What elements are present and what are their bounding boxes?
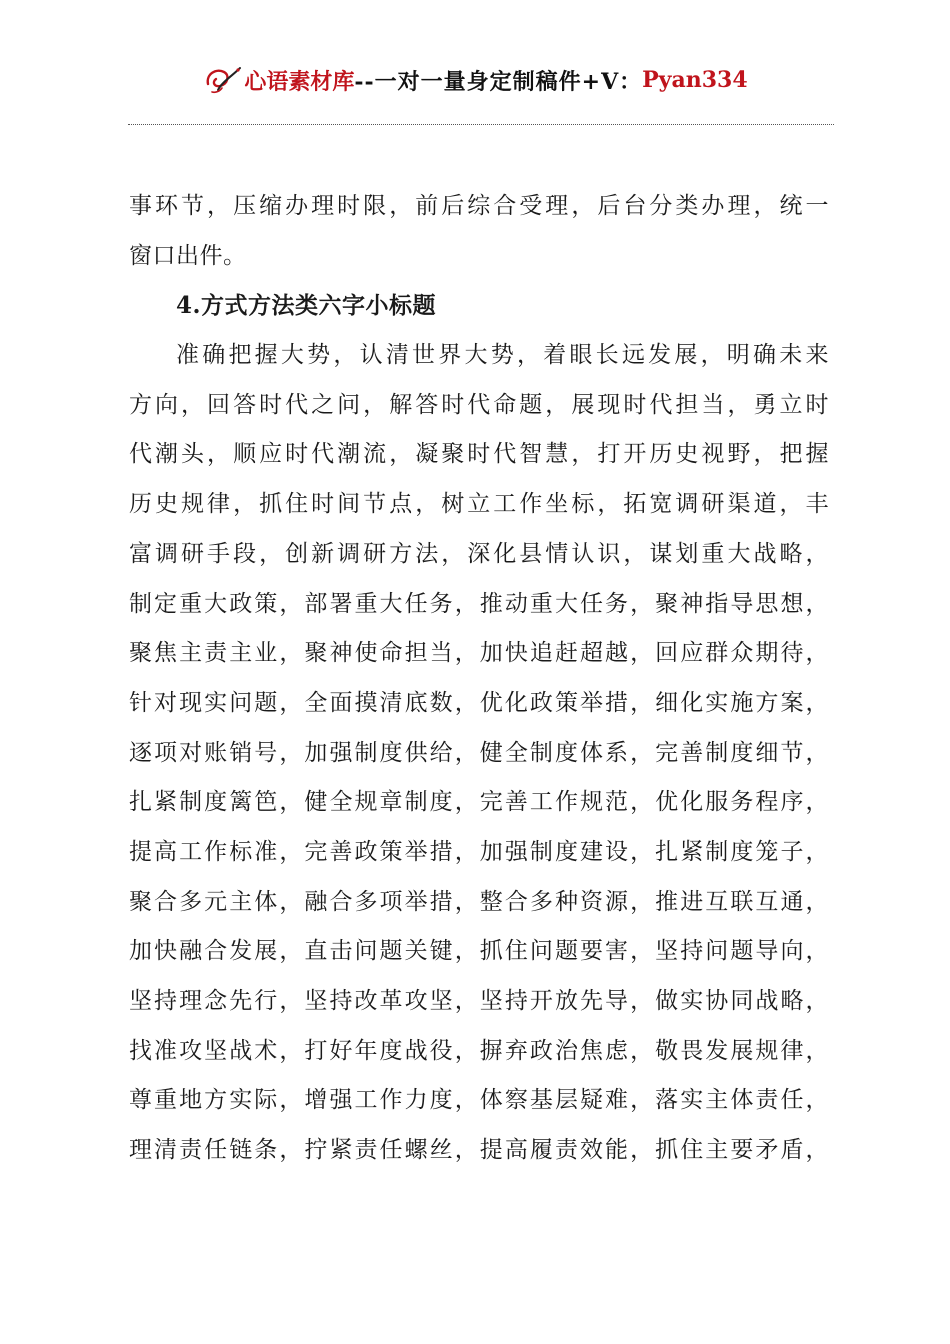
document-body xyxy=(129,182,829,1176)
paragraph-line: 准确把握大势，认清世界大势，着眼长远发展，明确未来 xyxy=(176,342,829,369)
page-header xyxy=(0,58,950,102)
paragraph-line: 聚合多元主体，融合多项举措，整合多种资源，推进互联互通， xyxy=(129,888,829,915)
paragraph-line: 尊重地方实际，增强工作力度，体察基层疑难，落实主体责任， xyxy=(129,1087,829,1114)
paragraph-line: 加快融合发展，直击问题关键，抓住问题要害，坚持问题导向， xyxy=(129,938,829,965)
section-heading: 4.方式方法类六字小标题 xyxy=(176,292,437,320)
paragraph-line: 代潮头，顺应时代潮流，凝聚时代智慧，打开历史视野，把握 xyxy=(129,441,829,468)
contact-id: Pyan334 xyxy=(642,67,748,93)
paragraph-line: 针对现实问题，全面摸清底数，优化政策举措，细化实施方案， xyxy=(129,689,829,716)
paragraph-line: 扎紧制度篱笆，健全规章制度，完善工作规范，优化服务程序， xyxy=(129,789,829,816)
brand-name: 心语素材库 xyxy=(244,68,355,95)
paragraph-line: 窗口出件。 xyxy=(129,242,247,269)
paragraph-line: 方向，回答时代之问，解答时代命题，展现时代担当，勇立时 xyxy=(129,391,829,418)
brush-heart-logo-icon xyxy=(202,60,242,100)
paragraph-line: 富调研手段，创新调研方法，深化县情认识，谋划重大战略， xyxy=(129,540,829,567)
paragraph-line: 理清责任链条，拧紧责任螺丝，提高履责效能，抓住主要矛盾， xyxy=(129,1137,829,1164)
header-divider xyxy=(128,124,834,125)
paragraph-line: 提高工作标准，完善政策举措，加强制度建设，扎紧制度笼子， xyxy=(129,838,829,865)
paragraph-line: 逐项对账销号，加强制度供给，健全制度体系，完善制度细节， xyxy=(129,739,829,766)
header-inner xyxy=(202,60,747,100)
paragraph-line: 事环节，压缩办理时限，前后综合受理，后台分类办理，统一 xyxy=(129,193,829,219)
paragraph-line: 找准攻坚战术，打好年度战役，摒弃政治焦虑，敬畏发展规律， xyxy=(129,1037,829,1064)
paragraph-line: 历史规律，抓住时间节点，树立工作坐标，拓宽调研渠道，丰 xyxy=(129,491,829,518)
paragraph-line: 坚持理念先行，坚持改革攻坚，坚持开放先导，做实协同战略， xyxy=(129,988,829,1014)
paragraph-line: 聚焦主责主业，聚神使命担当，加快追赶超越，回应群众期待， xyxy=(129,640,829,667)
paragraph-line: 制定重大政策，部署重大任务，推动重大任务，聚神指导思想， xyxy=(129,590,829,617)
header-tagline: --一对一量身定制稿件+V： xyxy=(354,68,643,95)
